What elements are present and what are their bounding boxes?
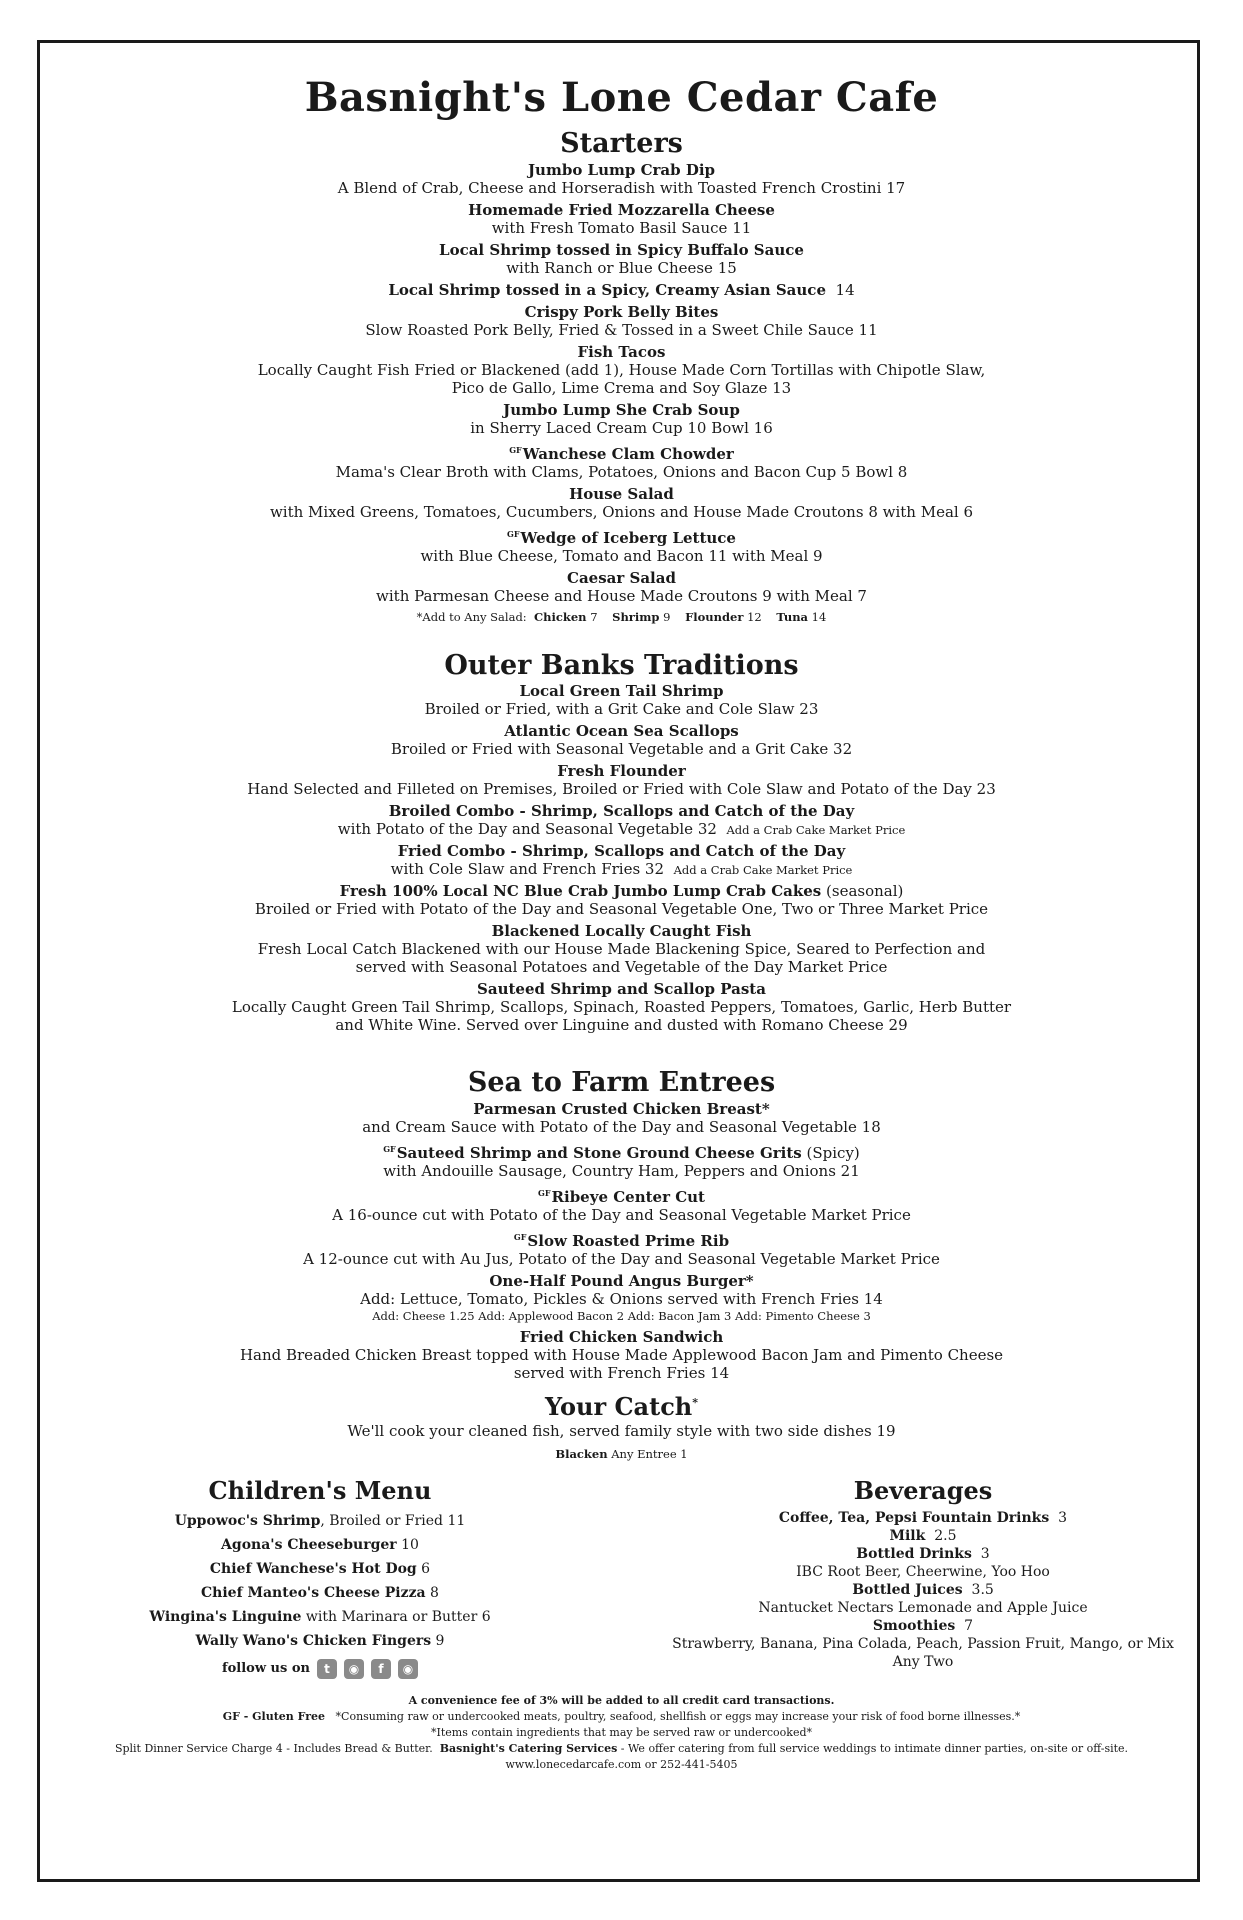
instagram-icon[interactable]: ◉ — [344, 1659, 364, 1679]
beverages-menu — [663, 1478, 1183, 1678]
list-item: Bottled Drinks 3 — [856, 1545, 990, 1562]
item-name: Jumbo Lump She Crab Soup — [503, 400, 740, 419]
item-name: Atlantic Ocean Sea Scallops — [504, 722, 739, 741]
menu-item — [60, 1228, 1183, 1268]
item-description: Hand Breaded Chicken Breast topped with House Made Applewood Bacon Jam and Pimento Cheese — [239, 1346, 1004, 1365]
your-catch-description: We'll cook your cleaned fish, served family style with two side dishes 19 — [347, 1422, 896, 1441]
menu-item — [60, 485, 1183, 521]
item-description: Fresh Local Catch Blackened with our House Made Blackening Spice, Seared to Perfection and — [257, 940, 986, 959]
item-description: with Andouille Sausage, Country Ham, Peppers and Onions 21 — [383, 1162, 860, 1181]
item-name: Wanchese Clam Chowder — [522, 444, 734, 463]
item-name: Ribeye Center Cut — [551, 1188, 705, 1207]
item-name: Homemade Fried Mozzarella Cheese — [468, 200, 775, 219]
menu-item — [60, 401, 1183, 437]
item-description: with Potato of the Day and Seasonal Vegetable 32 — [337, 820, 717, 839]
item-description: Broiled or Fried with Seasonal Vegetable and a Grit Cake 32 — [390, 740, 853, 759]
item-name: Slow Roasted Prime Rib — [527, 1232, 730, 1251]
item-name: Sauteed Shrimp and Stone Ground Cheese Grits — [396, 1144, 802, 1163]
menu-item — [60, 1184, 1183, 1224]
item-description: and White Wine. Served over Linguine and dusted with Romano Cheese 29 — [335, 1016, 908, 1035]
footer — [60, 1693, 1183, 1773]
menu-item — [60, 1140, 1183, 1180]
menu-item — [60, 1272, 1183, 1324]
card-fee-notice: A convenience fee of 3% will be added to all credit card transactions. — [408, 1693, 835, 1707]
menu-item — [60, 842, 1183, 878]
menu-item — [60, 762, 1183, 798]
item-name: Local Green Tail Shrimp — [519, 682, 724, 701]
raw-food-notice: GF - Gluten Free *Consuming raw or undercooked meats, poultry, seafood, shellfish or eggs may increase your risk of food borne illnesses.* — [222, 1709, 1021, 1723]
menu-item — [60, 922, 1183, 976]
list-item: Milk 2.5 — [889, 1527, 957, 1544]
gluten-free-mark: GF — [509, 444, 522, 455]
list-item: Agona's Cheeseburger 10 — [221, 1536, 419, 1553]
bottom-columns — [60, 1478, 1183, 1678]
section-heading-childrens-menu: Children's Menu — [208, 1476, 432, 1506]
facebook-icon[interactable]: f — [371, 1659, 391, 1679]
item-name: Fried Combo - Shrimp, Scallops and Catch of the Day — [397, 842, 846, 861]
blacken-line: Blacken Any Entree 1 — [555, 1447, 688, 1462]
gluten-free-mark: GF — [383, 1144, 396, 1155]
item-description: served with French Fries 14 — [513, 1364, 730, 1383]
list-item: Wally Wano's Chicken Fingers 9 — [195, 1632, 445, 1649]
item-name: Caesar Salad — [567, 568, 676, 587]
item-description: with Cole Slaw and French Fries 32 — [390, 860, 665, 879]
item-name: Fresh 100% Local NC Blue Crab Jumbo Lump Crab Cakes — [339, 882, 822, 901]
item-name: Jumbo Lump Crab Dip — [527, 160, 716, 179]
item-name: One-Half Pound Angus Burger* — [489, 1272, 754, 1291]
list-item: Coffee, Tea, Pepsi Fountain Drinks 3 — [778, 1509, 1068, 1526]
list-item: Uppowoc's Shrimp, Broiled or Fried 11 — [174, 1512, 466, 1529]
item-description: with Fresh Tomato Basil Sauce 11 — [491, 218, 752, 237]
list-item: Bottled Juices 3.5 — [852, 1581, 994, 1598]
section-heading-entrees: Sea to Farm Entrees — [467, 1067, 776, 1099]
item-name: Wedge of Iceberg Lettuce — [520, 528, 736, 547]
item-name: House Salad — [569, 484, 674, 503]
menu-item — [60, 241, 1183, 277]
item-description: Pico de Gallo, Lime Crema and Soy Glaze 13 — [451, 378, 792, 397]
item-description: Locally Caught Green Tail Shrimp, Scallops, Spinach, Roasted Peppers, Tomatoes, Garlic, Herb Butter — [231, 998, 1012, 1017]
item-description: Broiled or Fried with Potato of the Day and Seasonal Vegetable One, Two or Three Market Price — [254, 900, 989, 919]
item-description: served with Seasonal Potatoes and Vegetable of the Day Market Price — [355, 958, 888, 977]
menu-item — [60, 201, 1183, 237]
menu-item — [60, 343, 1183, 397]
item-description: A Blend of Crab, Cheese and Horseradish with Toasted French Crostini 17 — [337, 178, 906, 197]
item-description: with Ranch or Blue Cheese 15 — [506, 258, 737, 277]
gluten-free-mark: GF — [507, 528, 520, 539]
item-note: (seasonal) — [826, 882, 904, 901]
menu-item — [60, 682, 1183, 718]
item-name: Fish Tacos — [577, 342, 666, 361]
item-description: Nantucket Nectars Lemonade and Apple Juice — [758, 1599, 1088, 1616]
section-heading-traditions: Outer Banks Traditions — [444, 649, 799, 681]
menu-item — [60, 525, 1183, 565]
item-name: Crispy Pork Belly Bites — [524, 302, 719, 321]
item-description: with Parmesan Cheese and House Made Croutons 9 with Meal 7 — [376, 586, 867, 605]
item-extra: Add a Crab Cake Market Price — [673, 863, 853, 878]
follow-us-label: follow us on — [222, 1661, 310, 1677]
menu-item — [60, 1328, 1183, 1382]
list-item: Chief Manteo's Cheese Pizza 8 — [201, 1584, 439, 1601]
item-description: Broiled or Fried, with a Grit Cake and Cole Slaw 23 — [424, 700, 819, 719]
item-note: (Spicy) — [806, 1144, 860, 1163]
menu-item — [60, 980, 1183, 1034]
snapchat-icon[interactable]: ◉ — [398, 1659, 418, 1679]
twitter-icon[interactable]: t — [317, 1659, 337, 1679]
item-description: Strawberry, Banana, Pina Colada, Peach, Passion Fruit, Mango, or Mix Any Two — [672, 1635, 1174, 1670]
item-name: Sauteed Shrimp and Scallop Pasta — [477, 980, 766, 999]
gluten-free-mark: GF — [538, 1188, 551, 1199]
item-name: Fried Chicken Sandwich — [519, 1328, 724, 1347]
item-description: with Mixed Greens, Tomatoes, Cucumbers, Onions and House Made Croutons 8 with Meal 6 — [269, 502, 974, 521]
item-name: Parmesan Crusted Chicken Breast* — [473, 1100, 770, 1119]
section-heading-starters: Starters — [560, 128, 683, 159]
item-description: IBC Root Beer, Cheerwine, Yoo Hoo — [796, 1563, 1050, 1580]
item-extra: Add: Cheese 1.25 Add: Applewood Bacon 2 Add: Bacon Jam 3 Add: Pimento Cheese 3 — [372, 1309, 871, 1324]
item-description: Hand Selected and Filleted on Premises, Broiled or Fried with Cole Slaw and Potato of the Day 23 — [247, 780, 996, 799]
menu-item — [60, 882, 1183, 918]
item-description: Locally Caught Fish Fried or Blackened (add 1), House Made Corn Tortillas with Chipotle Slaw, — [257, 360, 986, 379]
restaurant-title: Basnight's Lone Cedar Cafe — [304, 74, 939, 121]
gluten-free-mark: GF — [513, 1232, 527, 1243]
contact-line[interactable]: www.lonecedarcafe.com or 252-441-5405 — [505, 1757, 738, 1771]
item-description: Slow Roasted Pork Belly, Fried & Tossed in a Sweet Chile Sauce 11 — [365, 320, 878, 339]
item-name: Fresh Flounder — [557, 762, 686, 781]
social-links — [60, 1659, 580, 1679]
service-notice: Split Dinner Service Charge 4 - Includes Bread & Butter. Basnight's Catering Services - We offer catering from full service weddings to intimate dinner parties, on-site or off-site. — [114, 1741, 1129, 1755]
item-name: Broiled Combo - Shrimp, Scallops and Catch of the Day — [388, 802, 855, 821]
menu-item — [60, 161, 1183, 197]
item-name: Local Shrimp tossed in a Spicy, Creamy Asian Sauce — [388, 280, 826, 299]
item-price: 14 — [835, 280, 855, 299]
item-description: with Blue Cheese, Tomato and Bacon 11 with Meal 9 — [420, 546, 823, 565]
item-description: Mama's Clear Broth with Clams, Potatoes, Onions and Bacon Cup 5 Bowl 8 — [335, 462, 908, 481]
item-name: Blackened Locally Caught Fish — [491, 922, 752, 941]
item-description: Add: Lettuce, Tomato, Pickles & Onions served with French Fries 14 — [360, 1290, 883, 1309]
item-description: A 16-ounce cut with Potato of the Day and Seasonal Vegetable Market Price — [332, 1206, 911, 1225]
item-description: and Cream Sauce with Potato of the Day and Seasonal Vegetable 18 — [362, 1118, 881, 1137]
item-name: Local Shrimp tossed in Spicy Buffalo Sauce — [439, 240, 804, 259]
raw-items-notice: *Items contain ingredients that may be served raw or undercooked* — [430, 1725, 813, 1739]
menu-item — [60, 722, 1183, 758]
section-heading-beverages: Beverages — [853, 1476, 993, 1506]
list-item: Smoothies 7 — [872, 1617, 974, 1634]
childrens-menu — [60, 1478, 580, 1678]
menu-item — [60, 303, 1183, 339]
menu-item — [60, 802, 1183, 838]
item-extra: Add a Crab Cake Market Price — [726, 823, 906, 838]
menu-item — [60, 281, 1183, 299]
list-item: Chief Wanchese's Hot Dog 6 — [209, 1560, 431, 1577]
item-description: A 12-ounce cut with Au Jus, Potato of the Day and Seasonal Vegetable Market Price — [303, 1250, 940, 1269]
section-heading-your-catch: Your Catch* — [544, 1392, 699, 1422]
salad-addon-line: *Add to Any Salad: Chicken 7 Shrimp 9 Flounder 12 Tuna 14 — [416, 609, 827, 624]
menu-item — [60, 441, 1183, 481]
menu-item — [60, 1100, 1183, 1136]
list-item: Wingina's Linguine with Marinara or Butter 6 — [149, 1608, 491, 1625]
item-description: in Sherry Laced Cream Cup 10 Bowl 16 — [470, 418, 773, 437]
menu-content — [60, 70, 1183, 1773]
menu-item — [60, 569, 1183, 605]
